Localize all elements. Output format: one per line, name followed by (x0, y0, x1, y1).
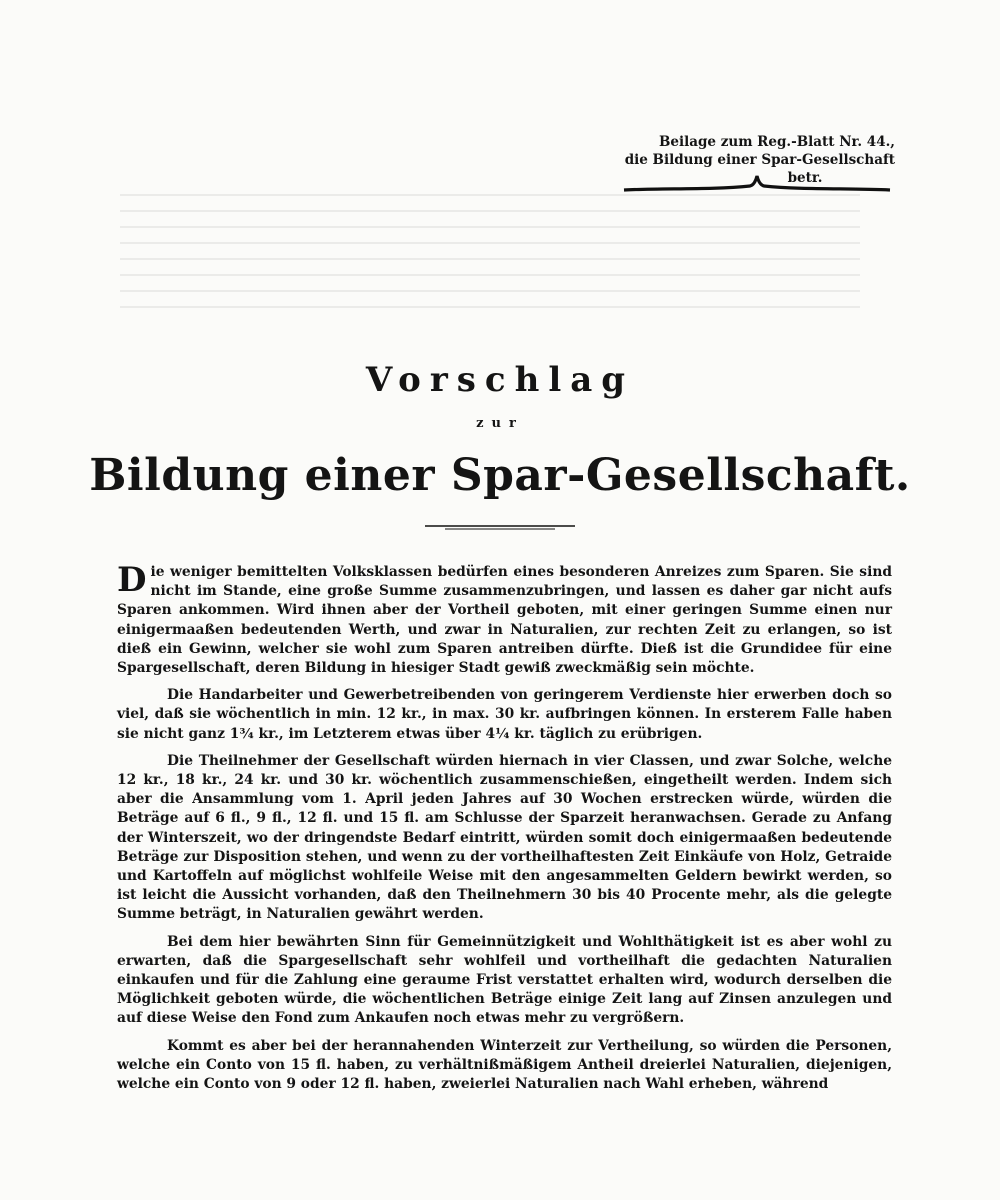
paragraph-4: Bei dem hier bewährten Sinn für Gemeinnützigkeit und Wohlthätigkeit ist es aber wohl zu erwarten, daß die Spargesellschaft sehr wohlfeil und vortheilhaft die gedachten Naturalien einkaufen und für die Zahlung eine geraume Frist verstattet erhalten wird, wodurch derselben die Möglichkeit geboten würde, die wöchentlichen Beträge einige Zeit lang auf Zinsen anzulegen und auf diese Weise den Fond zum Ankaufen noch etwas mehr zu vergrößern. (117, 933, 892, 1027)
brace-ornament (622, 172, 892, 202)
supplement-line-3: betr. (787, 170, 823, 186)
title-line-1: Vorschlag (365, 360, 635, 400)
paragraph-5: Kommt es aber bei der herannahenden Winterzeit zur Vertheilung, so würden die Personen, welche ein Conto von 15 fl. haben, zu verhältnißmäßigem Antheil dreierlei Naturalien, diejenigen, welche ein Conto von 9 oder 12 fl. haben, zweierlei Naturalien nach Wahl erheben, während (117, 1037, 892, 1093)
body-text (117, 560, 892, 1102)
divider-rule (425, 524, 575, 530)
paragraph-1-text: ie weniger bemittelten Volksklassen bedürfen eines besonderen Anreizes zum Sparen. Sie sind nicht im Stande, eine große Summe zusammenzubringen, und lassen es daher gar nicht aufs Sparen ankommen. Wird ihnen aber der Vortheil geboten, mit einer geringen Summe einen nur einigermaaßen bedeutenden Werth, und zwar in Naturalien, zur rechten Zeit zu erlangen, so ist dieß ein Gewinn, welcher sie wohl zum Sparen antreiben dürfte. Dieß ist die Grundidee für eine Spargesellschaft, deren Bildung in hiesiger Stadt gewiß zweckmäßig sein möchte. (117, 564, 892, 677)
supplement-line-1: Beilage zum Reg.-Blatt Nr. 44., (658, 134, 895, 150)
title-main: Bildung einer Spar-Gesellschaft. (89, 450, 911, 501)
title-line-2: zur (476, 416, 524, 431)
paragraph-1 (117, 560, 892, 678)
drop-cap: D (117, 560, 147, 600)
supplement-line-2: die Bildung einer Spar-Gesellschaft (624, 152, 895, 168)
paragraph-2: Die Handarbeiter und Gewerbetreibenden von geringerem Verdienste hier erwerben doch so viel, daß sie wöchentlich in min. 12 kr., in max. 30 kr. aufbringen können. In ersterem Falle haben sie nicht ganz 1¾ kr., im Letzterem etwas über 4¼ kr. täglich zu erübrigen. (117, 687, 892, 742)
paragraph-3: Die Theilnehmer der Gesellschaft würden hiernach in vier Classen, und zwar Solche, welche 12 kr., 18 kr., 24 kr. und 30 kr. wöchentlich zusammenschießen, eingetheilt werden. Indem sich aber die Ansammlung vom 1. April jeden Jahres auf 30 Wochen erstrecken würde, würden die Beträge auf 6 fl., 9 fl., 12 fl. und 15 fl. am Schlusse der Sparzeit heranwachsen. Gerade zu Anfang der Winterszeit, wo der dringendste Bedarf eintritt, würden somit doch einigermaaßen bedeutende Beträge zur Disposition stehen, und wenn zu der vortheilhaftesten Zeit Einkäufe von Holz, Getraide und Kartoffeln auf möglichst wohlfeile Weise mit den angesammelten Geldern bewirkt werden, so ist leicht die Aussicht vorhanden, daß den Theilnehmern 30 bis 40 Procente mehr, als die gelegte Summe beträgt, in Naturalien gewährt werden. (117, 752, 892, 923)
